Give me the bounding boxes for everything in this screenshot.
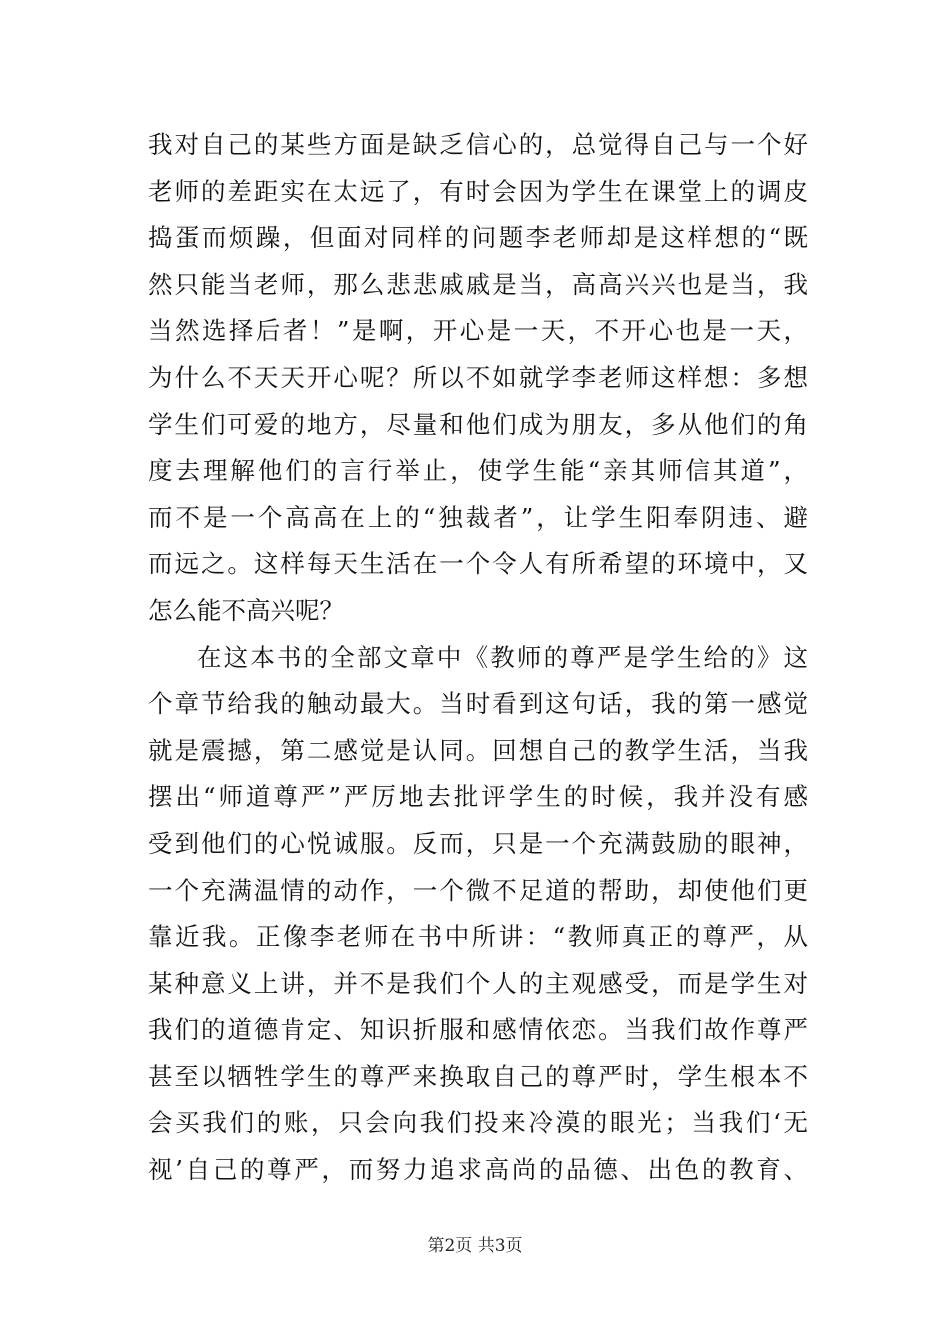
text-line: 我们的道德肯定、知识折服和感情依恋。当我们故作尊严: [148, 1015, 808, 1045]
text-line: 学生们可爱的地方，尽量和他们成为朋友，多从他们的角: [148, 409, 808, 439]
text-line: 当然选择后者！”是啊，开心是一天，不开心也是一天，: [148, 316, 808, 346]
paragraph-1: [148, 122, 808, 635]
text-line: 而远之。这样每天生活在一个令人有所希望的环境中，又: [148, 549, 808, 579]
text-line: 甚至以牺牲学生的尊严来换取自己的尊严时，学生根本不: [148, 1061, 808, 1091]
text-line: 然只能当老师，那么悲悲戚戚是当，高高兴兴也是当，我: [148, 269, 808, 299]
body-text: [148, 122, 808, 1194]
text-line: 摆出“师道尊严”严厉地去批评学生的时候，我并没有感: [148, 782, 808, 812]
paragraph-2: [148, 635, 808, 1194]
text-line: 受到他们的心悦诚服。反而，只是一个充满鼓励的眼神，: [148, 828, 808, 858]
text-line: 我对自己的某些方面是缺乏信心的，总觉得自己与一个好: [148, 130, 808, 159]
text-line: 个章节给我的触动最大。当时看到这句话，我的第一感觉: [148, 689, 808, 719]
text-line: 靠近我。正像李老师在书中所讲：“教师真正的尊严，从: [148, 922, 808, 952]
text-line: 度去理解他们的言行举止，使学生能“亲其师信其道”，: [148, 456, 808, 486]
text-line: 会买我们的账，只会向我们投来冷漠的眼光；当我们‘无: [148, 1108, 808, 1138]
text-line: 而不是一个高高在上的“独裁者”，让学生阳奉阴违、避: [148, 502, 808, 532]
text-line: 一个充满温情的动作，一个微不足道的帮助，却使他们更: [148, 875, 808, 905]
text-line: 捣蛋而烦躁，但面对同样的问题李老师却是这样想的“既: [148, 223, 808, 253]
page-footer: [0, 1234, 950, 1258]
text-line: 就是震撼，第二感觉是认同。回想自己的教学生活，当我: [148, 735, 808, 765]
text-line: 某种意义上讲，并不是我们个人的主观感受，而是学生对: [148, 968, 808, 998]
text-line: 怎么能不高兴呢？: [148, 595, 344, 625]
text-line: 在这本书的全部文章中《教师的尊严是学生给的》这: [197, 642, 808, 672]
page-number-label: 第2页 共3页: [427, 1236, 523, 1256]
text-line: 老师的差距实在太远了，有时会因为学生在课堂上的调皮: [148, 176, 808, 206]
text-line: 视’自己的尊严，而努力追求高尚的品德、出色的教育、: [148, 1155, 808, 1185]
text-line: 为什么不天天开心呢？所以不如就学李老师这样想：多想: [148, 362, 808, 392]
